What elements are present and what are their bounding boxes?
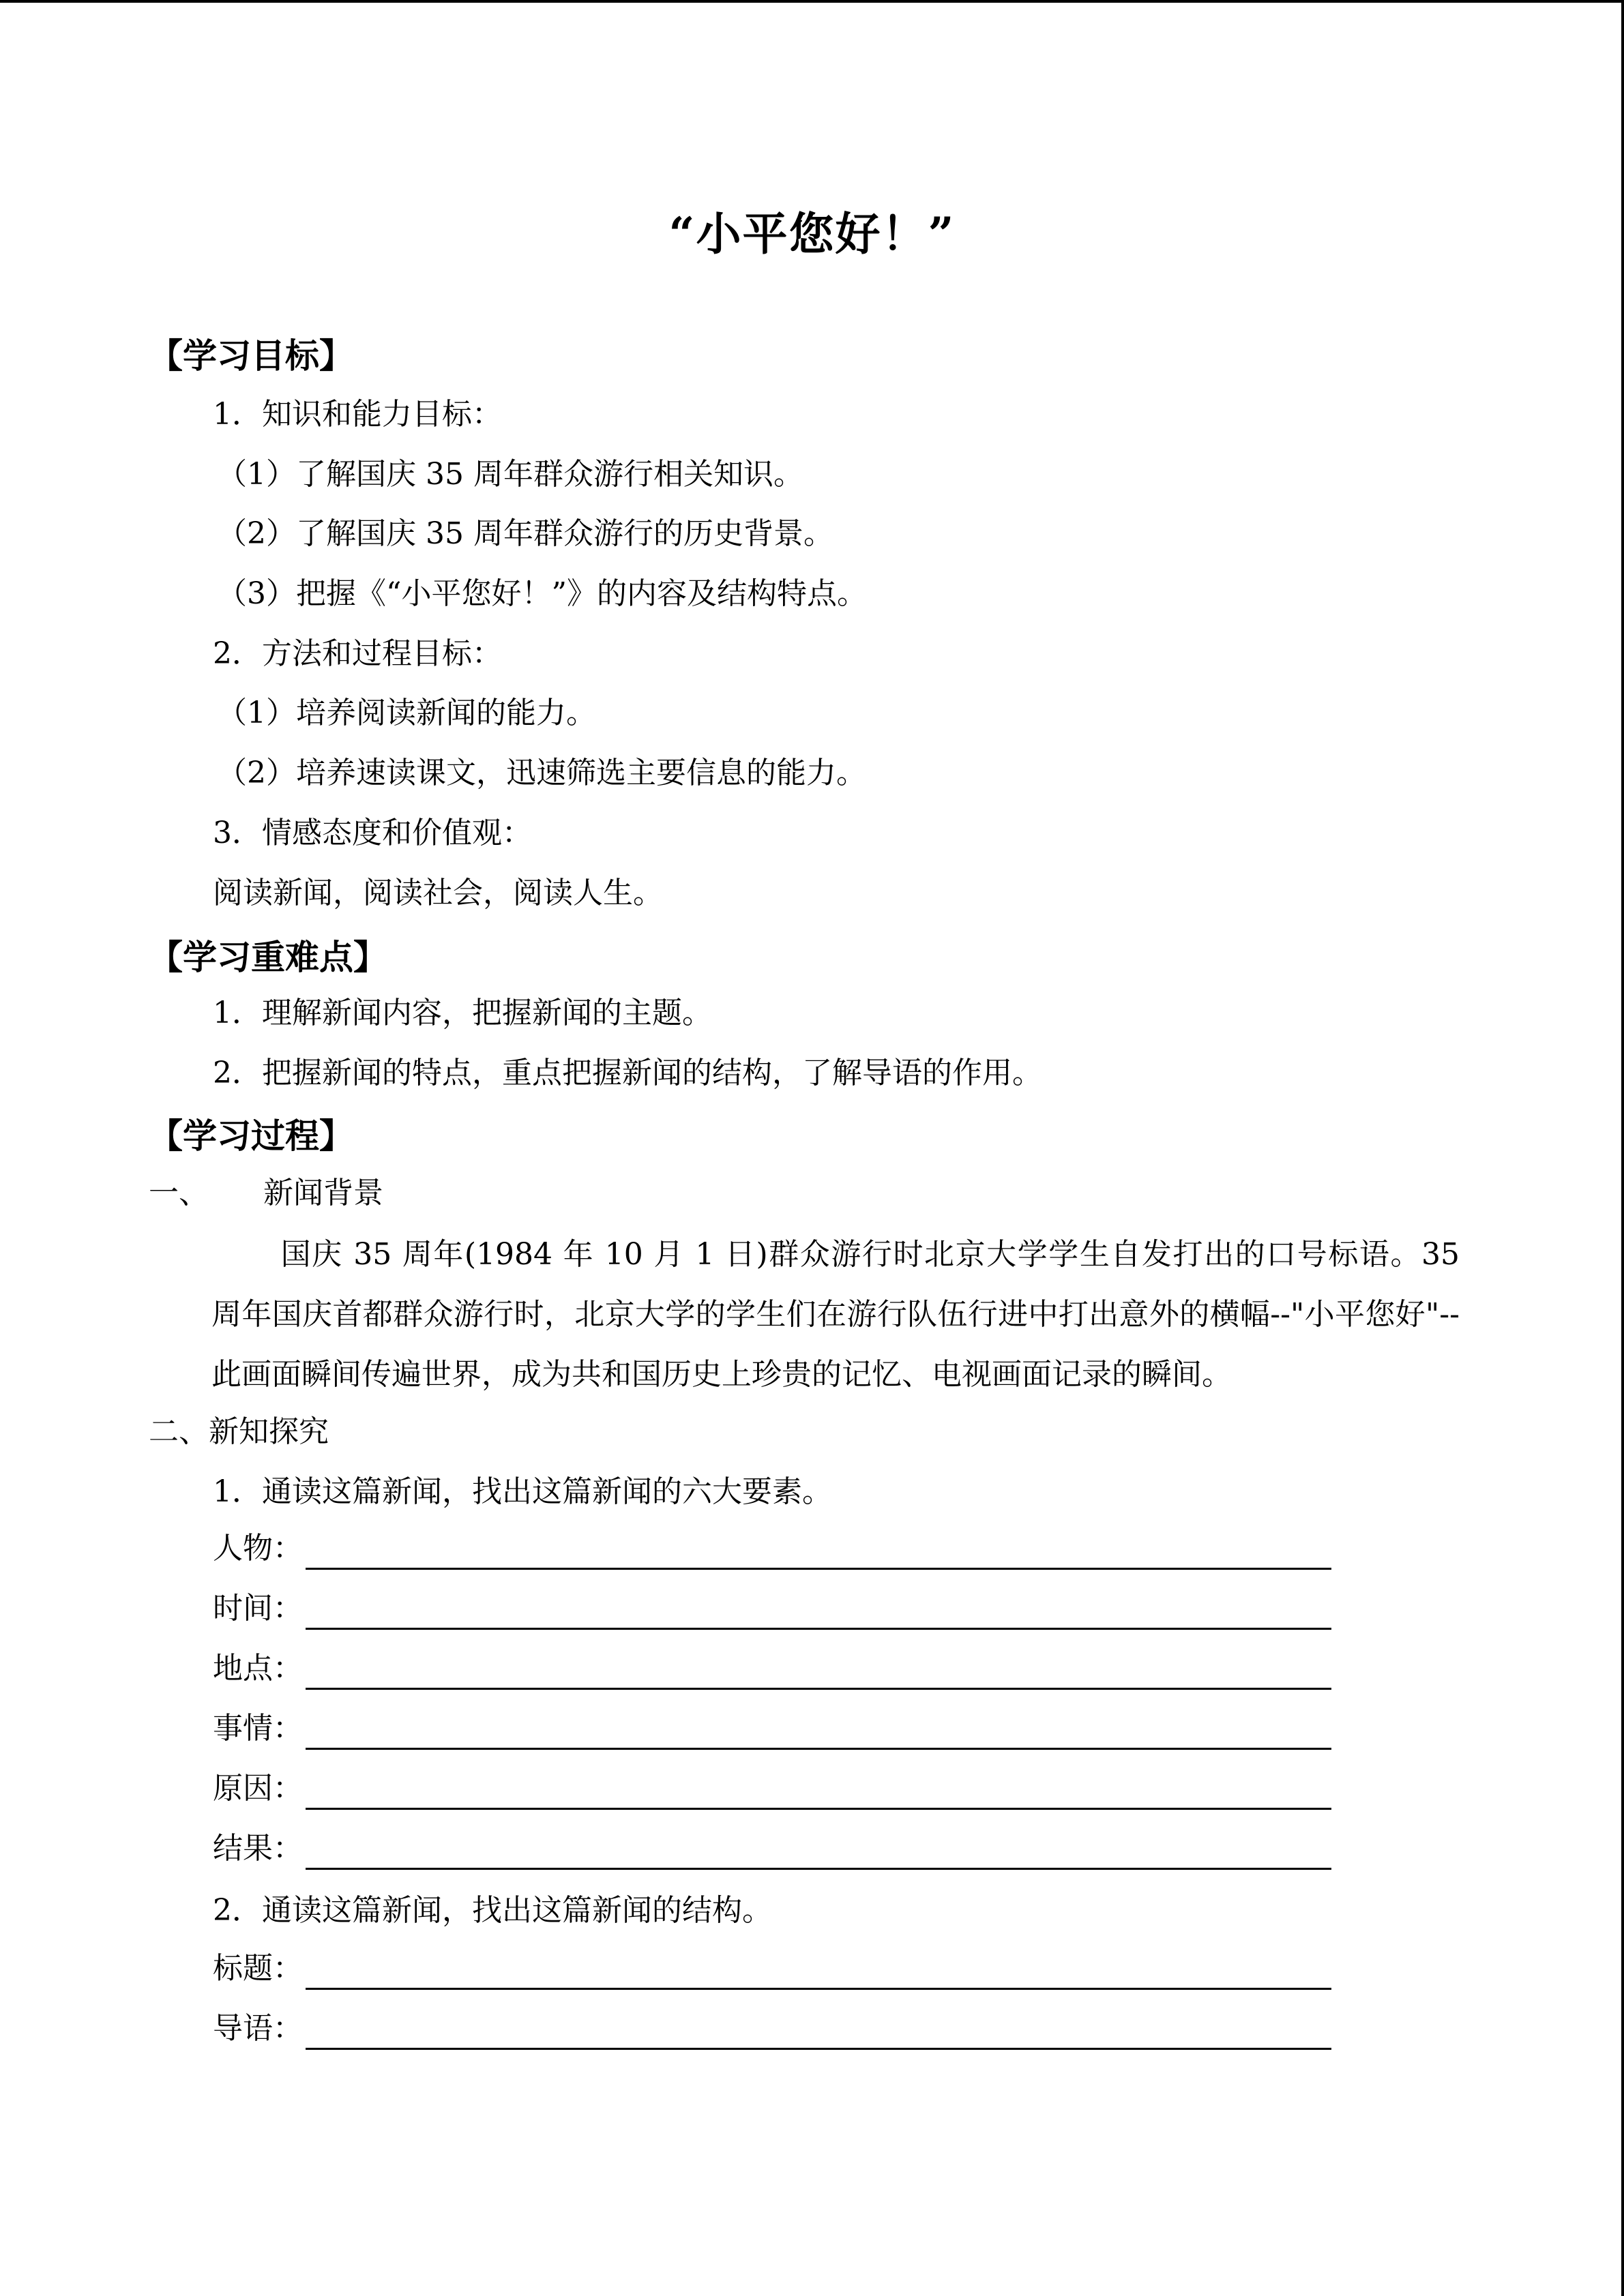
structure-row-lead xyxy=(213,2002,1331,2050)
structure-label: 标题： xyxy=(213,1951,303,1986)
key-point-item: 1．理解新闻内容，把握新闻的主题。 xyxy=(213,996,712,1030)
answer-blank[interactable] xyxy=(306,1770,1331,1810)
structure-row-title xyxy=(213,1942,1331,1990)
objectives-heading: 【学习目标】 xyxy=(149,336,353,376)
structure-label: 导语： xyxy=(213,2011,303,2046)
objective-item: 1．知识和能力目标： xyxy=(213,397,502,432)
process-heading: 【学习过程】 xyxy=(149,1116,353,1156)
page-border-top xyxy=(0,0,1624,3)
answer-blank[interactable] xyxy=(306,1530,1331,1570)
element-label: 结果： xyxy=(213,1831,303,1866)
section1-title: 新闻背景 xyxy=(263,1176,383,1210)
element-row-person xyxy=(213,1522,1331,1570)
objective-item: （1）培养阅读新闻的能力。 xyxy=(217,696,596,730)
section1-number: 一、 xyxy=(149,1176,209,1210)
answer-blank[interactable] xyxy=(306,1950,1331,1990)
objective-item: （3）把握《“小平您好！”》的内容及结构特点。 xyxy=(217,576,867,611)
background-text: 国庆 35 周年(1984 年 10 月 1 日)群众游行时北京大学学生自发打出的口号标语。35 周年国庆首都群众游行时，北京大学的学生们在游行队伍行进中打出意外的横幅--"小平您好"--此画面瞬间传遍世界，成为共和国历史上珍贵的记忆、电视画面记录的瞬间。 xyxy=(211,1237,1460,1392)
answer-blank[interactable] xyxy=(306,1590,1331,1630)
element-row-place xyxy=(213,1642,1331,1690)
objective-item: （2）培养速读课文，迅速筛选主要信息的能力。 xyxy=(217,756,866,790)
section2-title: 二、新知探究 xyxy=(149,1414,329,1449)
objective-item: （2）了解国庆 35 周年群众游行的历史背景。 xyxy=(217,516,833,551)
key-points-heading: 【学习重难点】 xyxy=(149,937,387,977)
key-point-item: 2．把握新闻的特点，重点把握新闻的结构，了解导语的作用。 xyxy=(213,1056,1042,1090)
task1-text: 1．通读这篇新闻，找出这篇新闻的六大要素。 xyxy=(213,1474,832,1509)
page-border-right xyxy=(1621,0,1624,2296)
element-row-result xyxy=(213,1822,1331,1870)
element-label: 人物： xyxy=(213,1531,303,1566)
element-row-event xyxy=(213,1702,1331,1750)
element-label: 原因： xyxy=(213,1771,303,1806)
answer-blank[interactable] xyxy=(306,1710,1331,1750)
objective-item: 2．方法和过程目标： xyxy=(213,636,502,671)
element-label: 事情： xyxy=(213,1711,303,1746)
task2-text: 2．通读这篇新闻，找出这篇新闻的结构。 xyxy=(213,1893,772,1928)
answer-blank[interactable] xyxy=(306,2010,1331,2050)
objective-item: 阅读新闻，阅读社会，阅读人生。 xyxy=(213,876,663,910)
objective-item: （1）了解国庆 35 周年群众游行相关知识。 xyxy=(217,457,803,492)
page-title: “小平您好！” xyxy=(668,207,956,260)
answer-blank[interactable] xyxy=(306,1830,1331,1870)
answer-blank[interactable] xyxy=(306,1650,1331,1690)
element-row-cause xyxy=(213,1762,1331,1810)
element-label: 地点： xyxy=(213,1651,303,1686)
element-row-time xyxy=(213,1582,1331,1630)
element-label: 时间： xyxy=(213,1591,303,1626)
background-paragraph xyxy=(211,1225,1460,1405)
objective-item: 3．情感态度和价值观： xyxy=(213,816,532,850)
